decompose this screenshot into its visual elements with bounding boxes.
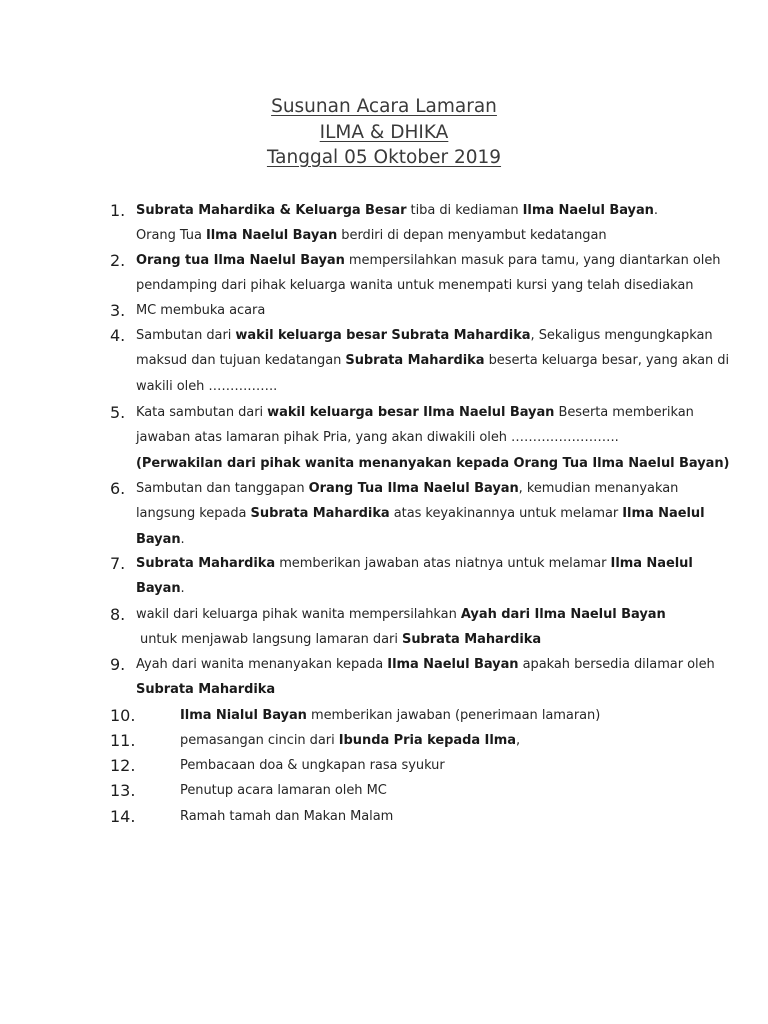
bold-text: Subrata Mahardika	[345, 353, 485, 369]
text: atas keyakinannya untuk melamar	[389, 506, 623, 522]
list-item-number: 11.	[110, 731, 136, 750]
list-item-line	[136, 551, 693, 576]
list-item-line	[180, 728, 678, 753]
bold-text: Subrata Mahardika	[136, 556, 276, 571]
list-item-line	[136, 273, 694, 298]
list-item-line	[136, 652, 715, 677]
bold-text: Bayan	[136, 531, 181, 547]
list-item-line	[136, 476, 678, 501]
bold-text: Ilma Naelul Bayan	[205, 228, 338, 244]
text: pendamping dari pihak keluarga wanita untuk menempati kursi yang telah disediakan	[136, 278, 694, 294]
list-item-line	[136, 677, 678, 702]
bold-text: Ilma Naelul	[622, 506, 705, 522]
text: tiba di kediaman	[406, 203, 523, 218]
title-line-2: ILMA & DHIKA	[319, 121, 449, 143]
bold-text: Subrata Mahardika	[136, 682, 276, 698]
text: .	[180, 531, 185, 547]
title-line-1: Susunan Acara Lamaran	[271, 96, 497, 117]
list-item-line	[140, 627, 682, 652]
text: jawaban atas lamaran pihak Pria, yang akan diwakili oleh …………………….	[136, 430, 619, 446]
bold-text: wakil keluarga besar Subrata Mahardika	[235, 328, 531, 343]
list-item-line	[136, 576, 678, 601]
list-item-number: 12.	[110, 756, 136, 775]
list-item-line	[136, 602, 678, 627]
text: Sambutan dari	[136, 328, 236, 343]
list-item-number: 14.	[110, 807, 136, 826]
text: pemasangan cincin dari	[180, 733, 339, 748]
text: memberikan jawaban atas niatnya untuk melamar	[275, 556, 611, 571]
text: Ramah tamah dan Makan Malam	[180, 809, 394, 824]
bold-text: Orang Tua Ilma Naelul Bayan	[308, 481, 519, 496]
list-item-number: 13.	[110, 781, 136, 800]
list-item-line	[180, 804, 678, 829]
bold-text: Ilma Naelul Bayan	[522, 203, 654, 218]
text: MC membuka acara	[136, 303, 266, 318]
text: Ayah dari wanita menanyakan kepada	[136, 657, 388, 672]
list-item-number: 6.	[110, 479, 126, 498]
list-item-line	[180, 753, 678, 778]
list-item-number: 9.	[110, 655, 126, 674]
text: langsung kepada	[136, 506, 251, 522]
text: berdiri di depan menyambut kedatangan	[337, 228, 607, 244]
list-item-line	[136, 451, 730, 476]
list-item-line	[136, 527, 678, 552]
list-item-number: 2.	[110, 251, 126, 270]
list-item-line	[136, 198, 678, 223]
bold-text: Subrata Mahardika	[250, 506, 390, 522]
text: , Sekaligus mengungkapkan	[530, 328, 713, 343]
text: Penutup acara lamaran oleh MC	[180, 783, 387, 798]
text: Orang Tua	[136, 228, 206, 244]
list-item-line	[136, 323, 713, 348]
text: untuk menjawab langsung lamaran dari	[140, 632, 402, 648]
text: mempersilahkan masuk para tamu, yang diantarkan oleh	[344, 253, 721, 268]
list-item-line	[180, 778, 678, 803]
text: , kemudian menanyakan	[518, 481, 679, 496]
list-item-number: 8.	[110, 605, 126, 624]
bold-text: Ilma Naelul	[610, 556, 693, 571]
bold-text: Bayan	[136, 581, 181, 597]
bold-text: Orang tua Ilma Naelul Bayan	[136, 253, 345, 268]
bold-text: Ilma Naelul Bayan	[387, 657, 519, 672]
list-item-number: 5.	[110, 403, 126, 422]
text: maksud dan tujuan kedatangan	[136, 353, 346, 369]
text: Pembacaan doa & ungkapan rasa syukur	[180, 758, 445, 773]
bold-text: (Perwakilan dari pihak wanita menanyakan kepada Orang Tua Ilma Naelul Bayan)	[136, 455, 730, 471]
list-item-line	[136, 298, 678, 323]
text: memberikan jawaban (penerimaan lamaran)	[306, 708, 601, 723]
list-item-number: 7.	[110, 554, 126, 573]
list-item-line	[136, 374, 678, 399]
list-item-number: 10.	[110, 706, 136, 725]
list-item-line	[136, 223, 678, 248]
text: ,	[515, 733, 521, 748]
text: wakili oleh …………….	[136, 378, 278, 394]
bold-text: Ilma Nialul Bayan	[180, 708, 307, 723]
list-item-line	[136, 348, 730, 373]
list-item-line	[136, 425, 678, 450]
bold-text: Ibunda Pria kepada Ilma	[338, 733, 516, 748]
text: Beserta memberikan	[554, 405, 694, 420]
list-item-number: 3.	[110, 301, 126, 320]
text: .	[180, 581, 185, 597]
text: beserta keluarga besar, yang akan di	[484, 353, 730, 369]
text: wakil dari keluarga pihak wanita mempersilahkan	[136, 607, 461, 622]
list-item-number: 4.	[110, 326, 126, 345]
title-line-3: Tanggal 05 Oktober 2019	[266, 147, 502, 168]
list-item-number: 1.	[110, 201, 126, 220]
bold-text: Ayah dari Ilma Naelul Bayan	[460, 607, 666, 622]
bold-text: wakil keluarga besar Ilma Naelul Bayan	[267, 405, 555, 420]
text: .	[653, 203, 658, 218]
bold-text: Subrata Mahardika	[402, 632, 542, 648]
text: Kata sambutan dari	[136, 405, 268, 420]
list-item-line	[136, 400, 694, 425]
list-item-line	[136, 501, 705, 526]
list-item-line	[180, 703, 678, 728]
list-item-line	[136, 248, 721, 273]
text: Sambutan dan tanggapan	[136, 481, 309, 496]
text: apakah bersedia dilamar oleh	[518, 657, 715, 672]
bold-text: Subrata Mahardika & Keluarga Besar	[136, 203, 407, 218]
